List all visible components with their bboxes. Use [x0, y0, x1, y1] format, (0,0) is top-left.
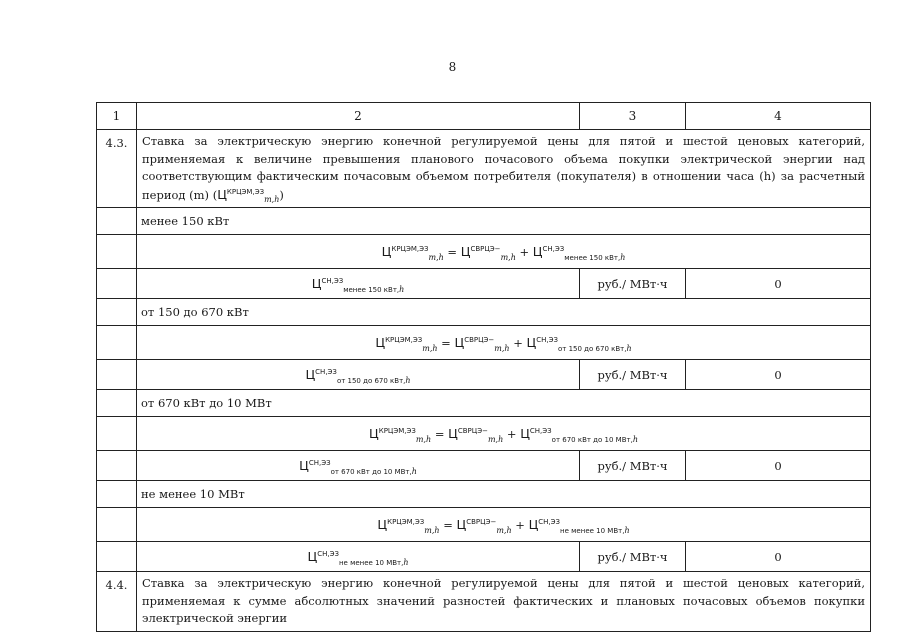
unit-cell: руб./ МВт·ч — [580, 360, 686, 390]
formula-superscript: СН,ЭЗ — [317, 549, 339, 558]
value-symbol-cell — [137, 269, 580, 299]
number-cell-empty — [97, 326, 137, 360]
formula-row — [97, 508, 871, 542]
value-row — [97, 451, 871, 481]
formula-index: m,h — [264, 195, 280, 204]
formula-index: m,h — [415, 434, 432, 444]
formula-rhs-term: $Ц^{СВРЦЭ-}_{m,h}$ — [456, 517, 512, 535]
formula-equals: = — [439, 518, 457, 532]
number-cell-empty — [97, 390, 137, 417]
formula-plus: + — [509, 336, 527, 350]
formula-superscript: КРЦЭМ,ЭЗ — [387, 517, 425, 526]
formula-lhs: $Ц^{КРЦЭМ,ЭЗ}_{m,h}$ — [377, 517, 440, 535]
section-description: Ставка за электрическую энергию конечной регулируемой цены для пятой и шестой ценовых категорий, применяемая к величине превышения планового почасового объема покупки электрической энергии над соответствующим фактическим почасовым объемом потребителя (покупателя) в отношении часа (h) за расчетный период (m) $(Ц^{КРЦЭМ,ЭЗ}_{m,h})$ — [137, 130, 871, 208]
section-text: Ставка за электрическую энергию конечной регулируемой цены для пятой и шестой ценовых категорий, применяемая к величине превышения планового почасового объема покупки электрической энергии над соответствующим фактическим почасовым объемом потребителя (покупателя) в отношении часа (h) за расчетный период (m) — [142, 134, 865, 202]
value-cell: 0 — [686, 360, 871, 390]
header-cell-4: 4 — [686, 103, 871, 130]
category-row — [97, 208, 871, 235]
formula-lhs: $Ц^{КРЦЭМ,ЭЗ}_{m,h}$ — [381, 244, 444, 262]
formula-superscript: СВРЦЭ− — [470, 244, 501, 253]
formula-subscript — [264, 196, 279, 204]
formula-subscript — [424, 527, 439, 535]
number-cell-empty — [97, 269, 137, 299]
number-cell-empty — [97, 235, 137, 269]
formula-subscript: от 150 до 670 кВт,h — [558, 343, 632, 353]
number-cell-empty — [97, 208, 137, 235]
formula-index: h — [399, 284, 405, 294]
formula-superscript: СВРЦЭ− — [464, 335, 495, 344]
formula-superscript: КРЦЭМ,ЭЗ — [391, 244, 429, 253]
formula-component: $Ц^{СН,ЭЗ}_{от 150 до 670 кВт,h}$ — [526, 335, 632, 353]
formula-row — [97, 235, 871, 269]
formula-cell — [137, 326, 871, 360]
section-number: 4.3. — [97, 130, 137, 208]
value-symbol: $Ц^{СН,ЭЗ}_{от 150 до 670 кВт,h}$ — [305, 367, 411, 385]
formula-subscript: менее 150 кВт,h — [343, 284, 405, 294]
formula-subscript — [501, 254, 516, 262]
formula-index: h — [620, 252, 626, 262]
formula-rhs-term: $Ц^{СВРЦЭ-}_{m,h}$ — [454, 335, 510, 353]
header-cell-2: 2 — [137, 103, 580, 130]
formula-plus: + — [503, 427, 521, 441]
formula-subscript: менее 150 кВт,h — [564, 252, 626, 262]
value-symbol: $Ц^{СН,ЭЗ}_{менее 150 кВт,h}$ — [311, 276, 405, 294]
category-label: менее 150 кВт — [137, 208, 871, 235]
value-cell: 0 — [686, 269, 871, 299]
formula-lhs: $Ц^{КРЦЭМ,ЭЗ}_{m,h}$ — [369, 426, 432, 444]
formula-component: $Ц^{СН,ЭЗ}_{от 670 кВт до 10 МВт,h}$ — [520, 426, 638, 444]
formula-subscript: от 150 до 670 кВт,h — [336, 375, 411, 385]
section-description: Ставка за электрическую энергию конечной регулируемой цены для пятой и шестой ценовых категорий, применяемая к сумме абсолютных значений разностей фактических и плановых почасовых объемов покупки электрической энергии — [137, 572, 871, 632]
number-cell-empty — [97, 360, 137, 390]
formula-index: h — [624, 525, 630, 535]
category-row — [97, 299, 871, 326]
header-cell-3: 3 — [580, 103, 686, 130]
formula-superscript: СВРЦЭ− — [457, 426, 488, 435]
formula-subscript — [496, 527, 511, 535]
formula-plus: + — [515, 245, 533, 259]
formula-lhs: $Ц^{КРЦЭМ,ЭЗ}_{m,h}$ — [375, 335, 438, 353]
category-row — [97, 390, 871, 417]
formula-subscript — [416, 436, 431, 444]
section-row — [97, 130, 871, 208]
formula-superscript: СН,ЭЗ — [315, 367, 337, 376]
formula-equals: = — [437, 336, 455, 350]
unit-cell: руб./ МВт·ч — [580, 451, 686, 481]
formula-equals: = — [443, 245, 461, 259]
formula-component: $Ц^{СН,ЭЗ}_{менее 150 кВт,h}$ — [532, 244, 626, 262]
formula-superscript: КРЦЭМ,ЭЗ — [226, 187, 265, 196]
value-symbol: $Ц^{СН,ЭЗ}_{не менее 10 МВт,h}$ — [307, 549, 409, 567]
formula-row — [97, 417, 871, 451]
formula-index: m,h — [428, 252, 444, 262]
formula-index: m,h — [494, 343, 510, 353]
number-cell-empty — [97, 542, 137, 572]
formula-subscript — [422, 345, 437, 353]
formula-index: m,h — [487, 434, 504, 444]
header-row — [97, 103, 871, 130]
formula-superscript: СН,ЭЗ — [538, 517, 561, 526]
formula-cell — [137, 417, 871, 451]
header-cell-1: 1 — [97, 103, 137, 130]
formula-component: $Ц^{СН,ЭЗ}_{не менее 10 МВт,h}$ — [528, 517, 630, 535]
formula-superscript: СН,ЭЗ — [542, 244, 565, 253]
formula-index: h — [405, 375, 411, 385]
formula-index: m,h — [422, 343, 438, 353]
formula-superscript: СН,ЭЗ — [308, 458, 331, 467]
formula-superscript: КРЦЭМ,ЭЗ — [385, 335, 423, 344]
formula-rhs-term: $Ц^{СВРЦЭ-}_{m,h}$ — [448, 426, 504, 444]
category-label: не менее 10 МВт — [137, 481, 871, 508]
formula-subscript — [488, 436, 503, 444]
formula-row — [97, 326, 871, 360]
value-row — [97, 269, 871, 299]
value-symbol-cell — [137, 360, 580, 390]
number-cell-empty — [97, 508, 137, 542]
unit-cell: руб./ МВт·ч — [580, 269, 686, 299]
formula-subscript — [429, 254, 444, 262]
value-symbol-cell — [137, 542, 580, 572]
value-cell: 0 — [686, 451, 871, 481]
tariff-table — [96, 102, 871, 632]
formula-cell — [137, 235, 871, 269]
formula-index: h — [411, 466, 417, 476]
value-symbol-cell — [137, 451, 580, 481]
value-row — [97, 360, 871, 390]
value-symbol: $Ц^{СН,ЭЗ}_{от 670 кВт до 10 МВт,h}$ — [299, 458, 417, 476]
formula-index: m,h — [496, 525, 512, 535]
page-number: 8 — [448, 60, 457, 74]
unit-cell: руб./ МВт·ч — [580, 542, 686, 572]
formula-superscript: КРЦЭМ,ЭЗ — [378, 426, 416, 435]
category-label: от 150 до 670 кВт — [137, 299, 871, 326]
formula-superscript: СН,ЭЗ — [321, 276, 344, 285]
number-cell-empty — [97, 481, 137, 508]
formula-equals: = — [431, 427, 449, 441]
formula-subscript: не менее 10 МВт,h — [560, 525, 630, 535]
category-label: от 670 кВт до 10 МВт — [137, 390, 871, 417]
formula-subscript: от 670 кВт до 10 МВт,h — [330, 466, 417, 476]
formula-rhs-term: $Ц^{СВРЦЭ-}_{m,h}$ — [460, 244, 516, 262]
formula-plus: + — [511, 518, 529, 532]
value-cell: 0 — [686, 542, 871, 572]
formula-subscript: от 670 кВт до 10 МВт,h — [551, 434, 638, 444]
formula-index: m,h — [500, 252, 516, 262]
formula-index: m,h — [424, 525, 440, 535]
section-number: 4.4. — [97, 572, 137, 632]
section-symbol: $Ц^{КРЦЭМ,ЭЗ}_{m,h}$ — [217, 186, 280, 204]
formula-index: h — [626, 343, 632, 353]
formula-cell — [137, 508, 871, 542]
value-row — [97, 542, 871, 572]
formula-superscript: СН,ЭЗ — [536, 335, 559, 344]
formula-superscript: СН,ЭЗ — [529, 426, 552, 435]
formula-subscript — [494, 345, 509, 353]
formula-superscript: СВРЦЭ− — [466, 517, 497, 526]
number-cell-empty — [97, 417, 137, 451]
formula-index: h — [632, 434, 638, 444]
category-row — [97, 481, 871, 508]
formula-subscript: не менее 10 МВт,h — [338, 557, 409, 567]
number-cell-empty — [97, 451, 137, 481]
number-cell-empty — [97, 299, 137, 326]
formula-index: h — [403, 557, 409, 567]
section-row — [97, 572, 871, 632]
